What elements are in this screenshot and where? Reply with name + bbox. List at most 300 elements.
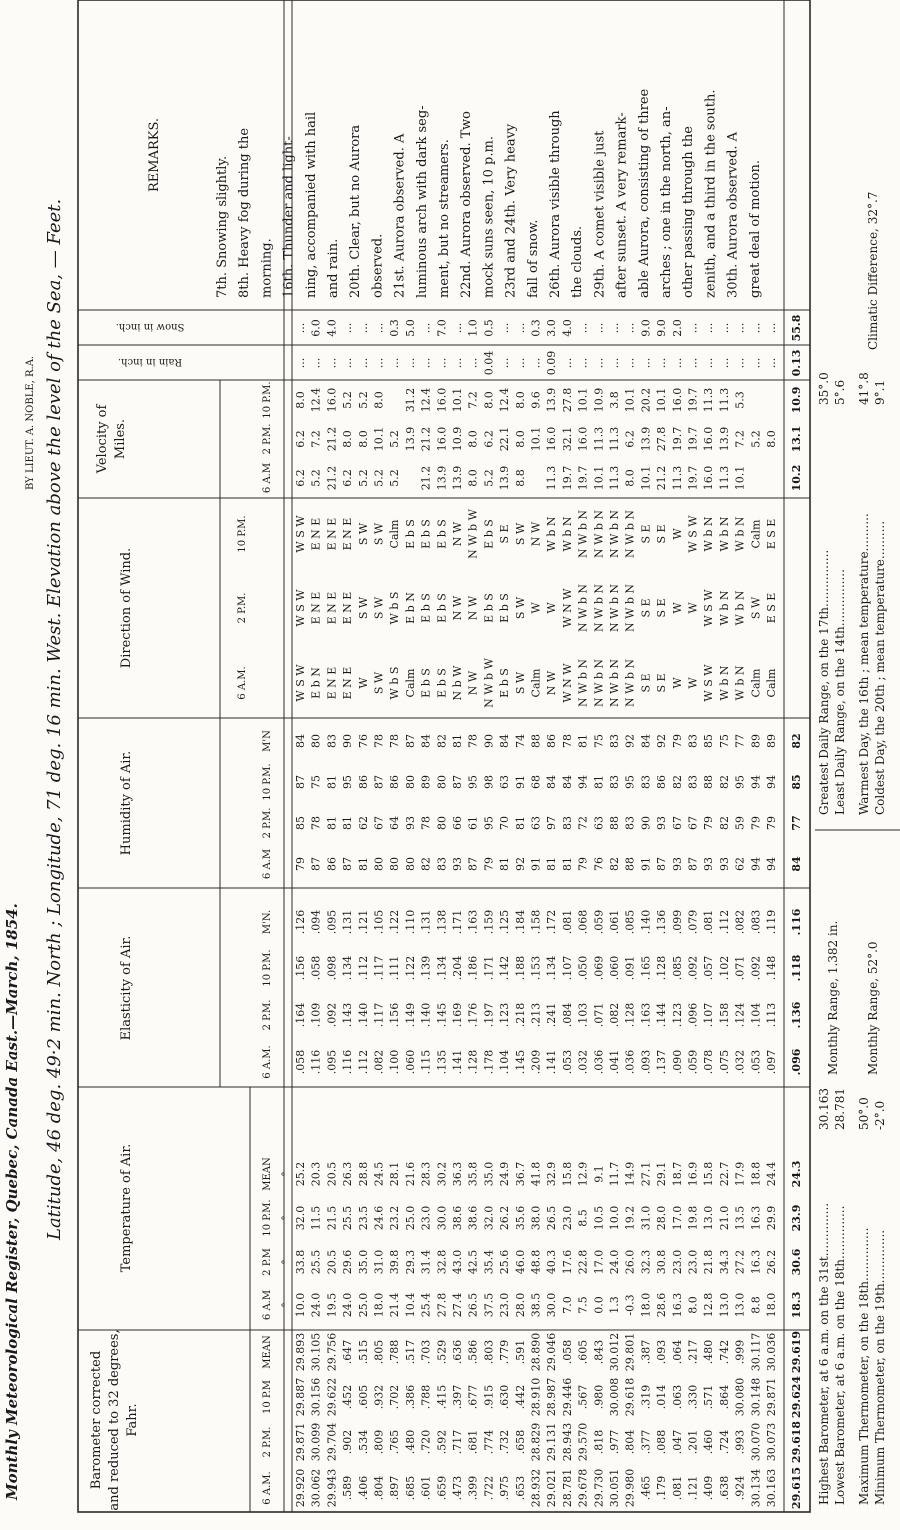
cell-t10-day-4: 25.5	[341, 1205, 355, 1231]
cell-v6-day-7: 5.2	[388, 469, 402, 487]
cell-rain-day-6: ...	[372, 357, 386, 369]
cell-h2-day-23: 90	[639, 816, 653, 830]
cell-bar2-day-23: .377	[639, 1429, 653, 1455]
cell-h10-day-28: 82	[717, 775, 731, 789]
cell-e10-day-16: .153	[529, 955, 543, 981]
cell-em-day-14: .125	[498, 909, 512, 935]
cell-e10-day-29: .071	[733, 955, 747, 981]
cell-d2-day-6: S W	[372, 596, 386, 620]
cell-d6-day-21: N W b N	[608, 658, 621, 708]
cell-d2-day-7: W b S	[388, 591, 402, 625]
cell-bar6-day-10: .659	[435, 1475, 449, 1501]
cell-h10-day-11: 87	[451, 775, 464, 789]
cell-t6-day-18: 7.0	[560, 1296, 574, 1314]
cell-rain-day-10: ...	[435, 357, 449, 369]
cell-d10-day-26: W S W	[686, 515, 700, 553]
cell-v10-day-18: 27.8	[560, 387, 574, 413]
cell-v6-day-17: 11.3	[545, 465, 559, 491]
cell-t2-day-22: 26.0	[623, 1249, 637, 1275]
degree-mark-2: °	[281, 1215, 292, 1221]
cell-e2-day-27: .107	[702, 1002, 716, 1028]
cell-tm-day-2: 20.3	[309, 1161, 323, 1187]
cell-d6-day-5: W	[356, 677, 370, 689]
cell-bar2-day-30: 30.070	[749, 1422, 763, 1462]
cell-t10-day-17: 26.5	[545, 1205, 559, 1231]
cell-d10-day-13: E b S	[482, 519, 496, 549]
cell-bar10-day-12: .677	[466, 1384, 480, 1410]
cell-bar2-day-3: 29.704	[325, 1422, 339, 1462]
cell-d6-day-7: W b S	[388, 666, 402, 700]
cell-v6-day-3: 21.2	[325, 465, 339, 491]
cell-h6-day-3: 86	[325, 857, 339, 871]
cell-v10-day-15: 8.0	[513, 391, 527, 409]
cell-e2-day-16: .213	[529, 1002, 543, 1028]
cell-tm-day-12: 35.8	[466, 1161, 480, 1187]
cell-h10-day-23: 83	[639, 775, 653, 789]
cell-v6-day-4: 6.2	[341, 469, 355, 487]
cell-barm-day-28: .742	[717, 1339, 731, 1365]
cell-d10-day-28: W b N	[717, 516, 731, 552]
cell-tm-day-25: 18.7	[670, 1161, 684, 1187]
cell-h10-day-9: 89	[419, 775, 433, 789]
cell-bar2-day-19: 29.570	[576, 1422, 590, 1462]
subheader-17: 2 P.M.	[237, 592, 248, 624]
subheader-2: 10 P.M	[262, 1379, 273, 1415]
cell-d6-day-25: W	[670, 677, 684, 689]
cell-v2-day-6: 10.1	[372, 426, 386, 452]
cell-t2-day-19: 22.8	[576, 1249, 590, 1275]
cell-h6-day-16: 91	[529, 857, 543, 871]
cell-snow-day-22: ...	[623, 322, 637, 334]
cell-snow-day-17: 3.0	[545, 319, 559, 337]
cell-v2-day-11: 10.9	[451, 426, 464, 452]
cell-e2-day-26: .096	[686, 1002, 700, 1028]
cell-t2-day-26: 23.0	[686, 1249, 700, 1275]
cell-h2-day-30: 79	[749, 816, 763, 830]
cell-v10-day-11: 10.1	[451, 387, 464, 413]
cell-tm-day-7: 28.1	[388, 1161, 402, 1187]
cell-bar10-day-14: .630	[498, 1384, 512, 1410]
cell-t10-day-30: 16.3	[749, 1205, 763, 1231]
cell-bar6-day-27: .409	[702, 1475, 716, 1501]
cell-t6-day-1: 10.0	[294, 1292, 307, 1318]
cell-d10-day-23: S E	[639, 524, 653, 544]
cell-t2-day-21: 24.0	[608, 1249, 621, 1275]
cell-v2-day-25: 19.7	[670, 426, 684, 452]
cell-d2-day-13: E b S	[482, 593, 496, 623]
cell-bar6-day-9: .601	[419, 1475, 433, 1501]
cell-e2-day-3: .092	[325, 1002, 339, 1028]
cell-rain-day-9: ...	[419, 357, 433, 369]
cell-tm-day-31: 24.4	[765, 1161, 778, 1187]
cell-bar10-day-30: 30.148	[749, 1377, 763, 1417]
cell-em-day-9: .131	[419, 909, 433, 935]
cell-t2-day-9: 31.4	[419, 1249, 433, 1275]
cell-rain-day-31: ...	[765, 357, 778, 369]
cell-d10-day-10: E b S	[435, 519, 449, 549]
cell-t6-day-2: 24.0	[309, 1292, 323, 1318]
cell-h10-day-15: 91	[513, 775, 527, 789]
cell-e6-day-8: .060	[403, 1049, 417, 1075]
cell-e2-day-31: .113	[765, 1002, 778, 1028]
cell-hm-day-5: 76	[356, 734, 370, 748]
subheader-row	[237, 381, 273, 1504]
cell-t6-day-29: 13.0	[733, 1292, 747, 1318]
cell-t6-day-9: 25.4	[419, 1292, 433, 1318]
remark-line-24: great deal of motion.	[747, 159, 763, 298]
cell-h6-day-13: 79	[482, 857, 496, 871]
cell-snow-day-3: 4.0	[325, 319, 339, 337]
cell-h10-day-13: 98	[482, 775, 496, 789]
cell-e2-day-22: .128	[623, 1002, 637, 1028]
cell-snow-day-19: ...	[576, 322, 590, 334]
cell-snow-day-10: 7.0	[435, 319, 449, 337]
cell-h10-day-31: 94	[765, 775, 778, 789]
cell-d10-day-16: N W	[529, 521, 543, 547]
cell-d10-day-2: E N E	[309, 517, 323, 551]
page-title: Monthly Meteorological Register, Quebec, Canada East.—March, 1854.	[3, 903, 21, 1500]
cell-t6-day-24: 28.6	[655, 1292, 669, 1318]
footer-least-daily: Least Daily Range, on the 14th...............	[833, 569, 847, 815]
cell-rain-day-18: ...	[560, 357, 574, 369]
cell-t2-day-15: 46.0	[513, 1249, 527, 1275]
cell-d2-day-10: E b S	[435, 593, 449, 623]
cell-t10-day-13: 32.0	[482, 1205, 496, 1231]
cell-em-day-17: .172	[545, 909, 559, 935]
cell-t10-day-22: 19.2	[623, 1205, 637, 1231]
cell-d10-day-15: S W	[513, 522, 527, 546]
cell-v6-day-10: 13.9	[435, 465, 449, 491]
cell-e6-day-26: .059	[686, 1049, 700, 1075]
cell-e2-day-6: .117	[372, 1002, 386, 1028]
cell-v2-day-22: 6.2	[623, 430, 637, 448]
cell-t2-day-18: 17.6	[560, 1249, 574, 1275]
cell-v10-day-8: 31.2	[403, 387, 417, 413]
cell-bar2-day-28: .724	[717, 1429, 731, 1455]
cell-d10-day-21: N W b N	[608, 509, 621, 559]
cell-d2-day-18: W N W	[560, 588, 574, 628]
cell-d6-day-13: N W b W	[482, 658, 496, 708]
cell-t10-day-20: 10.5	[592, 1205, 606, 1231]
cell-hm-day-30: 89	[749, 734, 763, 748]
cell-v2-day-5: 8.0	[356, 430, 370, 448]
subheader-9: 2 P.M.	[262, 999, 273, 1031]
cell-v10-day-5: 5.2	[356, 391, 370, 409]
cell-bar10-day-27: .571	[702, 1384, 716, 1410]
cell-bar6-day-7: .897	[388, 1475, 402, 1501]
cell-bar2-day-2: 30.099	[309, 1422, 323, 1462]
degree-mark-1: °	[281, 1259, 292, 1265]
cell-h2-day-17: 97	[545, 816, 559, 830]
cell-em-day-19: .068	[576, 909, 590, 935]
cell-bar2-day-21: .977	[608, 1429, 621, 1455]
cell-barm-day-22: 29.801	[623, 1332, 637, 1372]
cell-e6-day-27: .078	[702, 1049, 716, 1075]
cell-h2-day-10: 80	[435, 816, 449, 830]
cell-h10-day-27: 88	[702, 775, 716, 789]
cell-v6-day-23: 10.1	[639, 465, 653, 491]
cell-h2-day-1: 85	[294, 816, 307, 830]
remark-line-12: mock suns seen, 10 p.m.	[481, 136, 497, 298]
cell-t10-day-2: 11.5	[309, 1205, 323, 1231]
subheader-4: 6 A.M	[262, 1289, 273, 1321]
cell-em-day-25: .099	[670, 909, 684, 935]
cell-bar6-day-17: 29.021	[545, 1468, 559, 1508]
cell-t2-day-20: 17.0	[592, 1249, 606, 1275]
cell-barm-day-8: .517	[403, 1339, 417, 1365]
cell-t2-day-11: 43.0	[451, 1249, 464, 1275]
subheader-12: 6 A.M	[262, 848, 273, 880]
cell-e6-day-9: .115	[419, 1049, 433, 1075]
cell-h6-day-14: 81	[498, 857, 512, 871]
cell-t6-day-13: 37.5	[482, 1292, 496, 1318]
cell-hm-day-22: 92	[623, 734, 637, 748]
cell-v2-day-16: 10.1	[529, 426, 543, 452]
cell-v6-day-9: 21.2	[419, 465, 433, 491]
cell-barm-day-25: .064	[670, 1339, 684, 1365]
cell-em-day-15: .184	[513, 909, 527, 935]
cell-h2-day-19: 72	[576, 816, 590, 830]
cell-hm-day-6: 78	[372, 734, 386, 748]
cell-v2-day-20: 11.3	[592, 426, 606, 452]
cell-barm-day-18: .058	[560, 1339, 574, 1365]
cell-bar2-day-20: .818	[592, 1429, 606, 1455]
cell-t2-day-23: 32.3	[639, 1249, 653, 1275]
cell-rain-day-23: ...	[639, 357, 653, 369]
cell-d2-day-28: W b N	[717, 590, 731, 626]
cell-v2-day-24: 27.8	[655, 426, 669, 452]
cell-t10-day-28: 21.0	[717, 1205, 731, 1231]
cell-t6-day-11: 27.4	[451, 1292, 464, 1318]
cell-em-day-26: .079	[686, 909, 700, 935]
cell-bar10-day-9: .788	[419, 1384, 433, 1410]
cell-h10-day-20: 81	[592, 775, 606, 789]
remark-line-5: and rain.	[326, 238, 341, 298]
cell-hm-day-28: 75	[717, 734, 731, 748]
cell-h6-day-7: 80	[388, 857, 402, 871]
cell-t10-day-31: 29.9	[765, 1205, 778, 1231]
cell-v10-day-23: 20.2	[639, 387, 653, 413]
byline: BY LIEUT. A. NOBLE, R.A.	[25, 355, 36, 490]
cell-rain-day-28: ...	[717, 357, 731, 369]
cell-hm-day-7: 78	[388, 734, 402, 748]
cell-barm-day-23: .387	[639, 1339, 653, 1365]
cell-e6-day-19: .032	[576, 1049, 590, 1075]
footer-greatest-daily-val: 35°.0	[817, 372, 831, 405]
cell-bar6-day-15: .653	[513, 1475, 527, 1501]
cell-bar10-day-4: .452	[341, 1384, 355, 1410]
cell-h10-day-1: 87	[294, 775, 307, 789]
mean-v2: 13.1	[790, 425, 803, 453]
cell-h10-day-12: 95	[466, 775, 480, 789]
cell-t6-day-12: 26.5	[466, 1292, 480, 1318]
cell-snow-day-6: ...	[372, 322, 386, 334]
mean-h6: 84	[790, 856, 803, 872]
cell-bar10-day-7: .702	[388, 1384, 402, 1410]
cell-d10-day-4: E N E	[341, 517, 355, 551]
cell-e10-day-11: .204	[451, 955, 464, 981]
cell-barm-day-27: .480	[702, 1339, 716, 1365]
cell-v6-day-26: 19.7	[686, 465, 700, 491]
footer-max-temp-val: 50°.0	[857, 1097, 871, 1130]
footer-warmest-val: 41°.8	[857, 372, 871, 405]
cell-e10-day-14: .142	[498, 955, 512, 981]
remark-line-10: ment, but no streamers.	[437, 139, 452, 298]
cell-rain-day-20: ...	[592, 357, 606, 369]
cell-t10-day-1: 32.0	[294, 1205, 307, 1231]
cell-bar6-day-5: .406	[356, 1475, 370, 1501]
cell-rain-day-7: ...	[388, 357, 402, 369]
cell-snow-day-12: 1.0	[466, 319, 480, 337]
cell-e6-day-20: .036	[592, 1049, 606, 1075]
cell-d2-day-12: N W	[466, 595, 480, 621]
cell-t2-day-7: 39.8	[388, 1249, 402, 1275]
cell-h2-day-27: 79	[702, 816, 716, 830]
cell-snow-day-23: 9.0	[639, 319, 653, 337]
cell-tm-day-26: 16.9	[686, 1161, 700, 1187]
cell-rain-day-30: ...	[749, 357, 763, 369]
cell-d10-day-27: W b N	[702, 516, 716, 552]
cell-v10-day-2: 12.4	[309, 387, 323, 413]
cell-v6-day-2: 5.2	[309, 469, 323, 487]
cell-d6-day-26: W	[686, 677, 700, 689]
cell-e10-day-17: .134	[545, 955, 559, 981]
cell-t6-day-19: 7.5	[576, 1296, 590, 1314]
cell-bar10-day-13: .915	[482, 1384, 496, 1410]
cell-em-day-12: .163	[466, 909, 480, 935]
cell-e2-day-28: .158	[717, 1002, 731, 1028]
cell-bar10-day-28: .864	[717, 1384, 731, 1410]
cell-v10-day-1: 8.0	[294, 391, 307, 409]
cell-barm-day-9: .703	[419, 1339, 433, 1365]
remark-line-16: the clouds.	[570, 225, 586, 298]
cell-d10-day-6: S W	[372, 522, 386, 546]
cell-snow-day-16: 0.3	[529, 319, 543, 337]
cell-snow-day-15: ...	[513, 322, 527, 334]
mean-v10: 10.9	[790, 386, 803, 414]
cell-h10-day-21: 83	[608, 775, 621, 789]
cell-d2-day-3: E N E	[325, 591, 339, 625]
cell-e6-day-28: .075	[717, 1049, 731, 1075]
cell-h10-day-16: 68	[529, 775, 543, 789]
cell-h6-day-21: 82	[608, 857, 621, 871]
cell-d6-day-22: N W b N	[623, 658, 637, 708]
cell-t10-day-5: 23.5	[356, 1205, 370, 1231]
cell-t2-day-12: 42.5	[466, 1249, 480, 1275]
cell-h2-day-12: 61	[466, 816, 480, 830]
cell-h6-day-6: 80	[372, 857, 386, 871]
group-remarks: REMARKS.	[147, 117, 162, 193]
cell-barm-day-10: .529	[435, 1339, 449, 1365]
cell-t10-day-27: 13.0	[702, 1205, 716, 1231]
cell-h6-day-24: 87	[655, 857, 669, 871]
cell-h2-day-13: 95	[482, 816, 496, 830]
cell-t10-day-12: 38.6	[466, 1205, 480, 1231]
cell-d6-day-1: W S W	[294, 664, 307, 702]
cell-e10-day-1: .156	[294, 955, 307, 981]
mean-bar10: 29.624	[790, 1375, 803, 1419]
cell-hm-day-11: 81	[451, 734, 464, 748]
remark-line-13: 23rd and 24th. Very heavy	[503, 123, 519, 298]
cell-t2-day-8: 29.3	[403, 1249, 417, 1275]
cell-tm-day-9: 28.3	[419, 1161, 433, 1187]
cell-hm-day-18: 78	[560, 734, 574, 748]
cell-bar10-day-6: .932	[372, 1384, 386, 1410]
cell-h10-day-6: 87	[372, 775, 386, 789]
cell-h2-day-6: 67	[372, 816, 386, 830]
cell-snow-day-8: 5.0	[403, 319, 417, 337]
mean-tm: 24.3	[790, 1160, 803, 1188]
cell-h6-day-26: 87	[686, 857, 700, 871]
cell-d6-day-3: E N E	[325, 666, 339, 700]
cell-d2-day-14: E b S	[498, 593, 512, 623]
cell-t2-day-3: 20.5	[325, 1249, 339, 1275]
group-humidity: Humidity of Air.	[119, 750, 134, 856]
cell-e2-day-20: .071	[592, 1002, 606, 1028]
cell-v2-day-26: 19.7	[686, 426, 700, 452]
cell-e6-day-4: .116	[341, 1049, 355, 1075]
cell-t10-day-29: 13.5	[733, 1205, 747, 1231]
cell-t6-day-31: 18.0	[765, 1292, 778, 1318]
cell-em-day-28: .112	[717, 909, 731, 935]
cell-barm-day-24: .093	[655, 1339, 669, 1365]
subheader-20: 2 P.M.	[262, 423, 273, 455]
cell-e6-day-31: .097	[765, 1049, 778, 1075]
cell-hm-day-14: 84	[498, 734, 512, 748]
cell-d2-day-17: W	[545, 602, 559, 614]
cell-v2-day-1: 6.2	[294, 430, 307, 448]
remark-line-8: 21st. Aurora observed. A	[392, 133, 408, 298]
cell-e10-day-10: .134	[435, 955, 449, 981]
cell-h2-day-2: 78	[309, 816, 323, 830]
cell-v10-day-4: 5.2	[341, 391, 355, 409]
cell-t2-day-16: 48.8	[529, 1249, 543, 1275]
cell-v2-day-19: 16.0	[576, 426, 590, 452]
cell-e2-day-21: .082	[608, 1002, 621, 1028]
cell-e10-day-4: .134	[341, 955, 355, 981]
cell-rain-day-12: ...	[466, 357, 480, 369]
cell-d6-day-8: Calm	[403, 668, 417, 698]
cell-snow-day-24: 9.0	[655, 319, 669, 337]
cell-bar10-day-1: 29.887	[294, 1377, 307, 1417]
cell-t10-day-21: 10.0	[608, 1205, 621, 1231]
cell-rain-day-26: ...	[686, 357, 700, 369]
cell-snow-day-5: ...	[356, 322, 370, 334]
snow-header: Snow in inch.	[115, 321, 185, 332]
cell-h6-day-27: 93	[702, 857, 716, 871]
degree-mark-0: °	[281, 1302, 292, 1308]
cell-em-day-8: .110	[403, 909, 417, 935]
cell-v10-day-14: 12.4	[498, 387, 512, 413]
cell-v6-day-12: 8.0	[466, 469, 480, 487]
cell-v2-day-21: 11.3	[608, 426, 621, 452]
cell-d10-day-19: N W b N	[576, 509, 590, 559]
cell-snow-day-20: ...	[592, 322, 606, 334]
cell-t10-day-3: 21.5	[325, 1205, 339, 1231]
cell-rain-day-19: ...	[576, 357, 590, 369]
mean-barm: 29.619	[790, 1330, 803, 1374]
cell-rain-day-17: 0.09	[545, 350, 559, 376]
cell-v6-day-6: 5.2	[372, 469, 386, 487]
cell-bar2-day-9: .720	[419, 1429, 433, 1455]
cell-bar6-day-3: 29.943	[325, 1468, 339, 1508]
cell-d2-day-1: W S W	[294, 589, 307, 627]
cell-e2-day-15: .218	[513, 1002, 527, 1028]
cell-bar2-day-31: 30.073	[765, 1422, 778, 1462]
cell-t2-day-29: 27.2	[733, 1249, 747, 1275]
cell-bar6-day-14: .975	[498, 1475, 512, 1501]
cell-h10-day-19: 94	[576, 775, 590, 789]
